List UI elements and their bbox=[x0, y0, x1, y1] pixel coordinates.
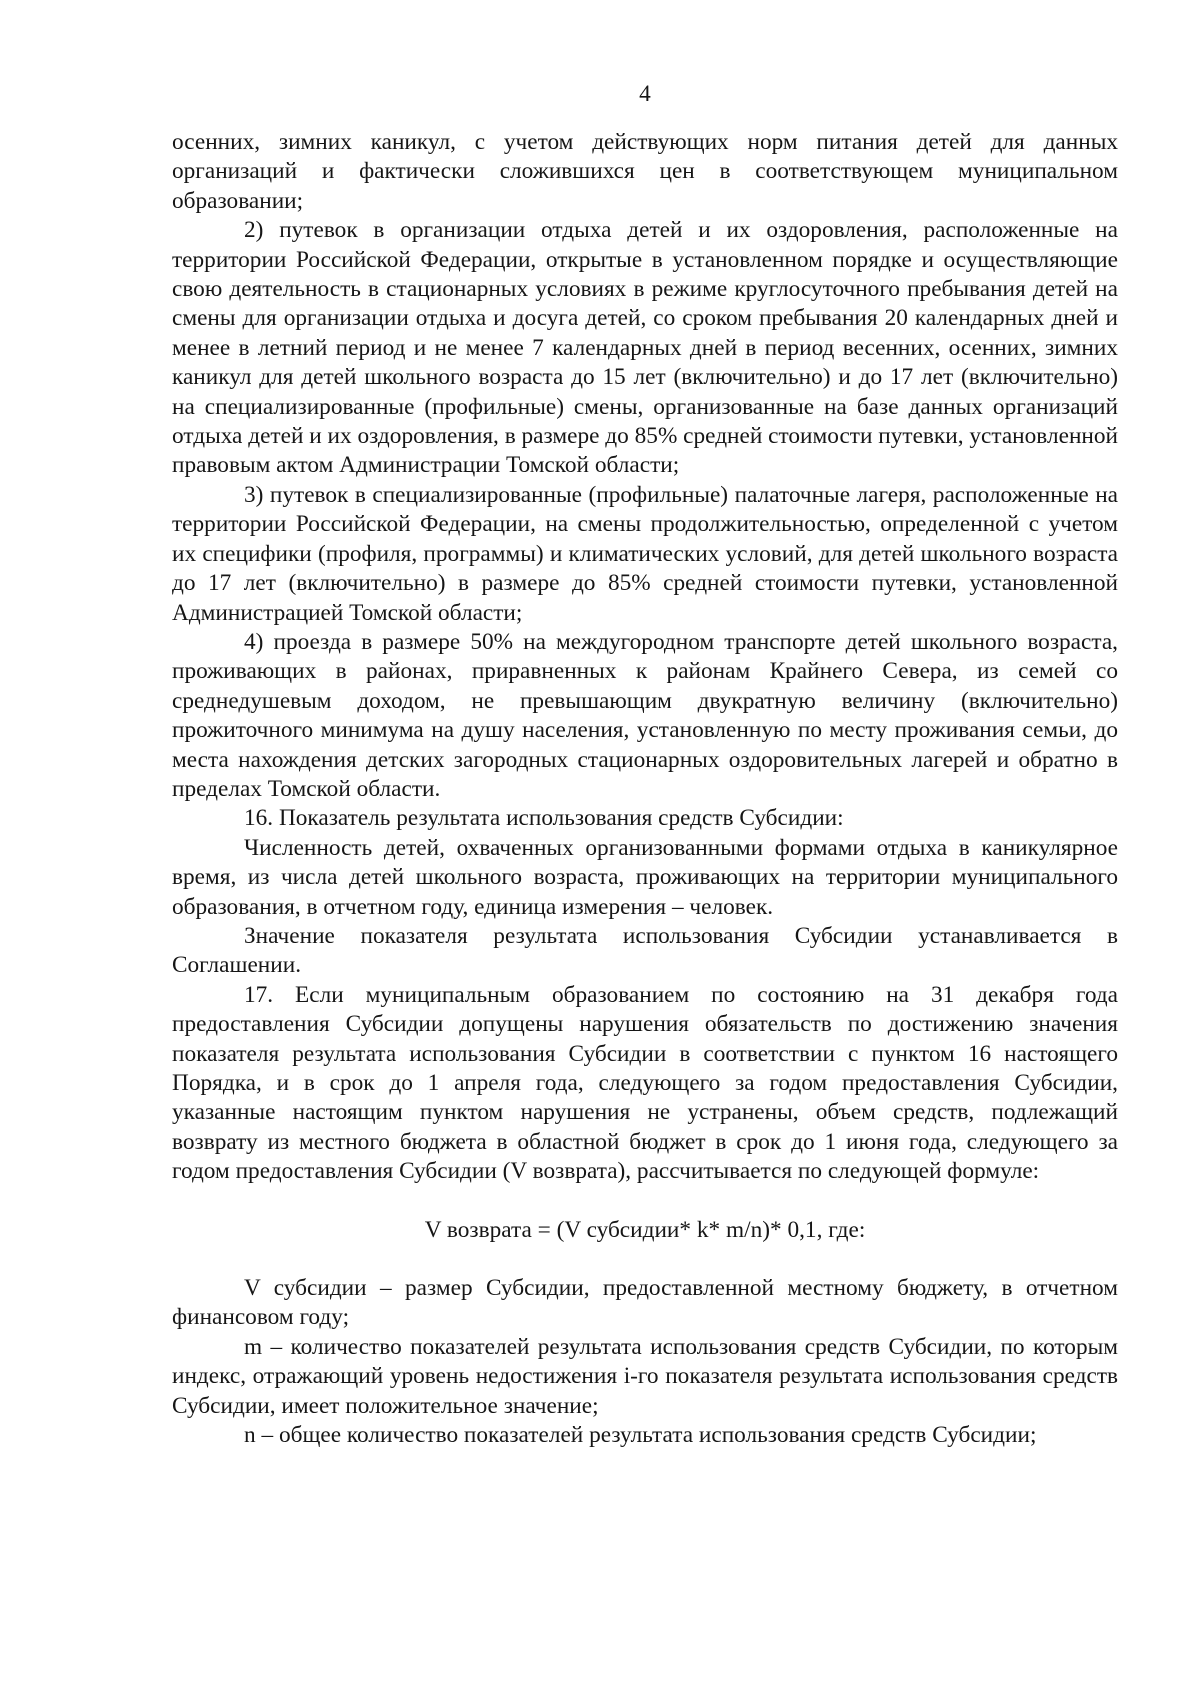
paragraph-section-17: 17. Если муниципальным образованием по состоянию на 31 декабря года предоставления Субсидии допущены нарушения обязательств по достижению значения показателя результата использования Субсидии в соответствии с пунктом 16 настоящего Порядка, и в срок до 1 апреля года, следующего за годом предоставления Субсидии, указанные настоящим пунктом нарушения не устранены, объем средств, подлежащий возврату из местного бюджета в областной бюджет в срок до 1 июня года, следующего за годом предоставления Субсидии (V возврата), рассчитывается по следующей формуле: bbox=[172, 981, 1118, 1185]
paragraph-item-4: 4) проезда в размере 50% на междугородном транспорте детей школьного возраста, проживающих в районах, приравненных к районам Крайнего Севера, из семей со среднедушевым доходом, не превышающим двукратную величину (включительно) прожиточного минимума на душу населения, установленную по месту проживания семьи, до места нахождения детских загородных стационарных оздоровительных лагерей и обратно в пределах Томской области. bbox=[172, 628, 1118, 802]
page-number: 4 bbox=[639, 81, 651, 107]
paragraph-item-2: 2) путевок в организации отдыха детей и их оздоровления, расположенные на территории Российской Федерации, открытые в установленном порядке и осуществляющие свою деятельность в стационарных условиях в режиме круглосуточного пребывания детей на смены для организации отдыха и досуга детей, со сроком пребывания 20 календарных дней и менее в летний период и не менее 7 календарных дней в период весенних, осенних, зимних каникул для детей школьного возраста до 15 лет (включительно) и до 17 лет (включительно) на специализированные (профильные) смены, организованные на базе данных организаций отдыха детей и их оздоровления, в размере до 85% средней стоимости путевки, установленной правовым актом Администрации Томской области; bbox=[172, 217, 1118, 479]
paragraph-item-3: 3) путевок в специализированные (профильные) палаточные лагеря, расположенные на территории Российской Федерации, на смены продолжительностью, определенной с учетом их специфики (профиля, программы) и климатических условий, для детей школьного возраста до 17 лет (включительно) в размере до 85% средней стоимости путевки, установленной Администрацией Томской области; bbox=[172, 481, 1118, 626]
paragraph-definition-v: V субсидии – размер Субсидии, предоставленной местному бюджету, в отчетном финансовом году; bbox=[172, 1275, 1118, 1331]
paragraph-indicator-description: Численность детей, охваченных организованными формами отдыха в каникулярное время, из числа детей школьного возраста, проживающих на территории муниципального образования, в отчетном году, единица измерения – человек. bbox=[172, 834, 1118, 920]
paragraph-definition-m: m – количество показателей результата использования средств Субсидии, по которым индекс, отражающий уровень недостижения i-го показателя результата использования средств Субсидии, имеет положительное значение; bbox=[172, 1333, 1118, 1419]
paragraph-continuation: осенних, зимних каникул, с учетом действующих норм питания детей для данных организаций и фактически сложившихся цен в соответствующем муниципальном образовании; bbox=[172, 129, 1118, 214]
paragraph-section-16: 16. Показатель результата использования средств Субсидии: bbox=[244, 805, 844, 832]
formula: V возврата = (V субсидии* k* m/n)* 0,1, где: bbox=[424, 1216, 866, 1243]
document-page bbox=[172, 80, 1118, 1450]
paragraph-indicator-value: Значение показателя результата использования Субсидии устанавливается в Соглашении. bbox=[172, 922, 1118, 979]
paragraph-definition-n: n – общее количество показателей результата использования средств Субсидии; bbox=[244, 1422, 1037, 1449]
